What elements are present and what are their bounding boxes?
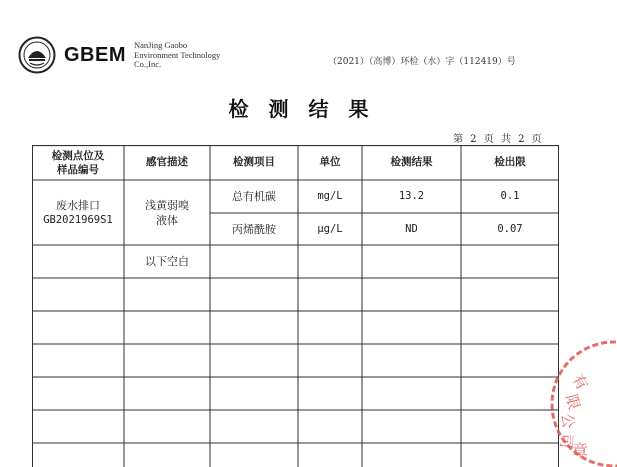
company-name [134, 41, 220, 70]
company-stamp-icon [548, 338, 617, 467]
test-item-acrylamide: 丙烯酰胺 [232, 222, 276, 236]
sample-code: GB2021969S1 [43, 213, 113, 226]
result-cell: 13.2 [398, 190, 425, 202]
limit-cell: 0.07 [497, 222, 523, 235]
blank-below-note: 以下空白 [145, 255, 189, 268]
page-indicator: 第 2 页 共 2 页 [453, 134, 544, 145]
svg-text:限: 限 [562, 392, 584, 412]
svg-text:公: 公 [558, 412, 578, 430]
page-title: 检测结果 [228, 97, 389, 121]
header-result: 检测结果 [390, 156, 433, 168]
gbem-logo-icon [18, 36, 56, 74]
header-description: 感官描述 [146, 156, 188, 168]
sample-cell [32, 180, 124, 245]
svg-text:章: 章 [572, 441, 589, 460]
svg-text:司: 司 [556, 432, 576, 450]
header-sample-point [32, 145, 124, 180]
sample-description [124, 180, 210, 245]
sample-point: 废水排口 [56, 198, 100, 212]
test-item-toc: 总有机碳 [232, 190, 276, 203]
unit-cell: μg/L [317, 222, 343, 235]
company-line: Environment Technology [134, 49, 221, 60]
header-label: 检测点位及样品编号 [51, 149, 105, 176]
unit-cell: mg/L [317, 190, 343, 202]
description-line: 浅黄弱嗅 [145, 198, 189, 212]
description-line: 液体 [156, 213, 178, 227]
result-cell: ND [405, 222, 418, 235]
header-detection-limit: 检出限 [494, 156, 526, 168]
brand-logo-text: GBEM [64, 44, 126, 66]
document-number: （2021）（高博）环检（水）字（112419）号 [328, 57, 516, 67]
company-line: NanJing Gaobo [134, 40, 188, 50]
results-table [32, 145, 559, 467]
svg-text:有: 有 [568, 371, 592, 394]
limit-cell: 0.1 [500, 190, 520, 202]
company-line: Co.,Inc. [134, 59, 162, 69]
header-unit: 单位 [319, 156, 341, 168]
header-test-item: 检测项目 [233, 156, 275, 168]
